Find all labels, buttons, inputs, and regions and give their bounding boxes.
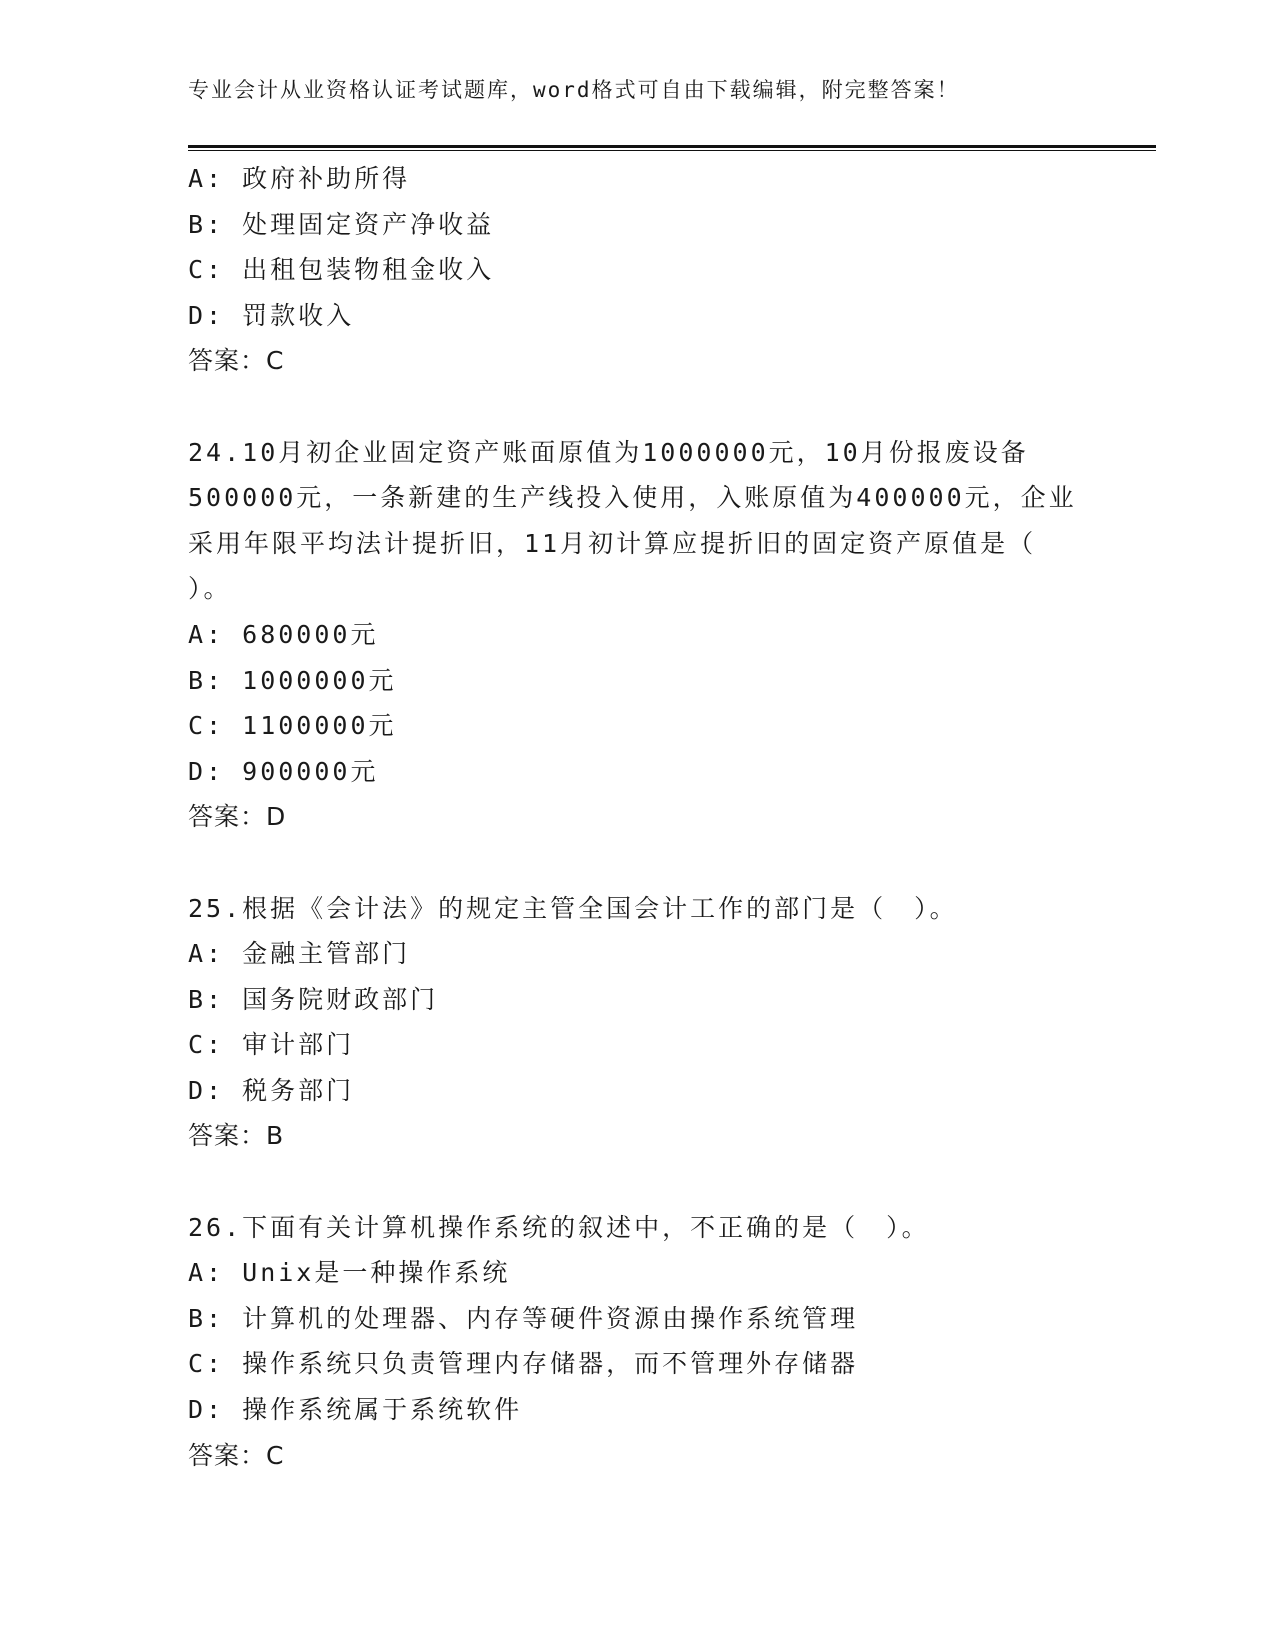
option-a: A: 金融主管部门: [188, 939, 411, 969]
option-b: B: 处理固定资产净收益: [188, 209, 495, 239]
question-stem: 26.下面有关计算机操作系统的叙述中，不正确的是（ ）。: [188, 1212, 930, 1242]
option-b: B: 计算机的处理器、内存等硬件资源由操作系统管理: [188, 1303, 859, 1333]
question-24: [188, 430, 1088, 840]
answer: 答案：C: [188, 1440, 285, 1470]
question-stem: 25.根据《会计法》的规定主管全国会计工作的部门是（ ）。: [188, 893, 958, 923]
option-c: C: 1100000元: [188, 711, 397, 741]
option-d: D: 操作系统属于系统软件: [188, 1395, 523, 1425]
answer: 答案：B: [188, 1121, 285, 1151]
header-rule-thin: [188, 150, 1156, 151]
option-d: D: 900000元: [188, 756, 379, 786]
option-d: D: 罚款收入: [188, 300, 355, 330]
option-c: C: 审计部门: [188, 1030, 355, 1060]
spacer: [188, 840, 1088, 886]
question-26: [188, 1205, 1088, 1479]
question-23: [188, 156, 1088, 384]
question-stem-line: 24.10月初企业固定资产账面原值为1000000元，10月份报废设备: [188, 437, 1029, 467]
question-content: [188, 156, 1088, 1478]
option-c: C: 出租包装物租金收入: [188, 255, 495, 285]
question-stem-line: ）。: [188, 574, 232, 604]
option-b: B: 1000000元: [188, 665, 397, 695]
option-a: A: 政府补助所得: [188, 164, 411, 193]
option-a: A: Unix是一种操作系统: [188, 1258, 511, 1288]
spacer: [188, 1159, 1088, 1205]
question-stem-line: 500000元，一条新建的生产线投入使用，入账原值为400000元，企业: [188, 483, 1077, 513]
option-c: C: 操作系统只负责管理内存储器，而不管理外存储器: [188, 1349, 859, 1379]
answer: 答案：C: [188, 346, 285, 376]
page-header: 专业会计从业资格认证考试题库，word格式可自由下载编辑，附完整答案！: [188, 78, 960, 102]
answer: 答案：D: [188, 802, 287, 832]
option-a: A: 680000元: [188, 619, 379, 649]
option-b: B: 国务院财政部门: [188, 984, 439, 1014]
header-rule-thick: [188, 145, 1156, 148]
question-25: [188, 886, 1088, 1160]
question-stem-line: 采用年限平均法计提折旧，11月初计算应提折旧的固定资产原值是（: [188, 528, 1037, 558]
spacer: [188, 384, 1088, 430]
option-d: D: 税务部门: [188, 1075, 355, 1105]
